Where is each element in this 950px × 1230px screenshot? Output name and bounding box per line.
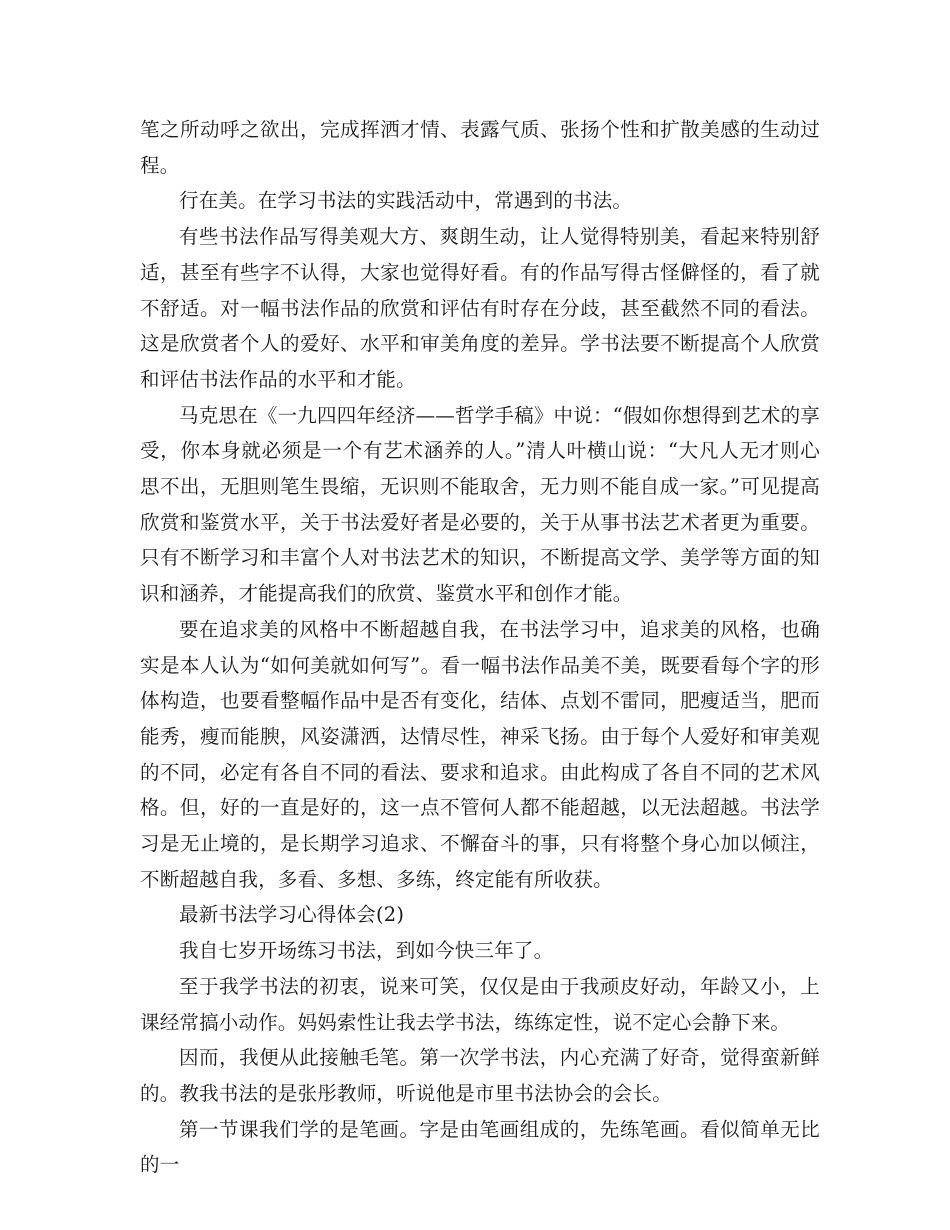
paragraph-7: 我自七岁开场练习书法，到如今快三年了。 (179, 939, 554, 963)
paragraph-1: 笔之所动呼之欲出，完成挥洒才情、表露气质、张扬个性和扩散美感的生动过程。 (140, 118, 820, 177)
paragraph-5: 要在追求美的风格中不断超越自我，在书法学习中，追求美的风格，也确实是本人认为“如何美就如何写”。看一幅书法作品美不美，既要看每个字的形体构造，也要看整幅作品中是否有变化，结体、点划不雷同，肥瘦适当，肥而能秀，瘦而能腴，风姿潇洒，达情尽性，神采飞扬。由于每个人爱好和审美观的不同，必定有各自不同的看法、要求和追求。由此构成了各自不同的艺术风格。但，好的一直是好的，这一点不管何人都不能超越，以无法超越。书法学习是无止境的，是长期学习追求、不懈奋斗的事，只有将整个身心加以倾注，不断超越自我，多看、多想、多练，终定能有所收获。 (140, 617, 820, 891)
document-body (140, 112, 820, 1183)
paragraph-4: 马克思在《一九四四年经济——哲学手稿》中说：“假如你想得到艺术的享受，你本身就必须是一个有艺术涵养的人。”清人叶横山说：“大凡人无才则心思不出，无胆则笔生畏缩，无识则不能取舍，无力则不能自成一家。”可见提高欣赏和鉴赏水平，关于书法爱好者是必要的，关于从事书法艺术者更为重要。只有不断学习和丰富个人对书法艺术的知识，不断提高文学、美学等方面的知识和涵养，才能提高我们的欣赏、鉴赏水平和创作才能。 (140, 403, 820, 606)
paragraph-10: 第一节课我们学的是笔画。字是由笔画组成的，先练笔画。看似简单无比的一 (140, 1117, 820, 1177)
paragraph-9: 因而，我便从此接触毛笔。第一次学书法，内心充满了好奇，觉得蛮新鲜的。教我书法的是张彤教师，听说他是市里书法协会的会长。 (140, 1046, 820, 1105)
paragraph-3: 有些书法作品写得美观大方、爽朗生动，让人觉得特别美，看起来特别舒适，甚至有些字不认得，大家也觉得好看。有的作品写得古怪僻怪的，看了就不舒适。对一幅书法作品的欣赏和评估有时存在分歧，甚至截然不同的看法。这是欣赏者个人的爱好、水平和审美角度的差异。学书法要不断提高个人欣赏和评估书法作品的水平和才能。 (140, 225, 820, 391)
paragraph-8: 至于我学书法的初衷，说来可笑，仅仅是由于我顽皮好动，年龄又小，上课经常搞小动作。妈妈索性让我去学书法，练练定性，说不定心会静下来。 (140, 974, 820, 1034)
paragraph-2: 行在美。在学习书法的实践活动中，常遇到的书法。 (179, 189, 633, 213)
section-heading: 最新书法学习心得体会(2) (179, 903, 405, 927)
